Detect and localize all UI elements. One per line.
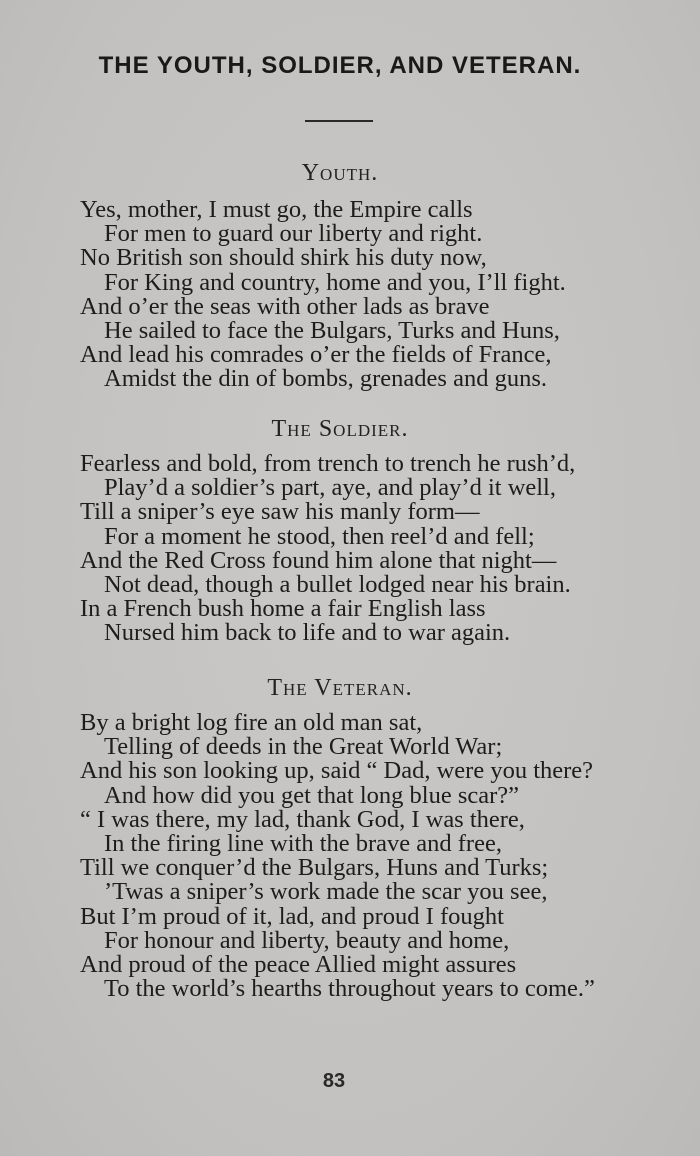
poem-line: And how did you get that long blue scar?” bbox=[104, 781, 520, 809]
poem-line: Play’d a soldier’s part, aye, and play’d it well, bbox=[104, 474, 556, 502]
poem-line: Amidst the din of bombs, grenades and guns. bbox=[104, 365, 547, 393]
poem-line: “ I was there, my lad, thank God, I was there, bbox=[80, 805, 525, 833]
stanza-soldier bbox=[80, 452, 680, 646]
poem-line: And his son looking up, said “ Dad, were you there? bbox=[80, 757, 594, 785]
poem-line: Nursed him back to life and to war again. bbox=[104, 619, 511, 647]
poem-line: And the Red Cross found him alone that night— bbox=[80, 546, 557, 574]
stanza-youth bbox=[80, 198, 680, 392]
section-heading-youth: Youth. bbox=[301, 160, 379, 186]
poem-line: To the world’s hearths throughout years to come.” bbox=[104, 975, 595, 1003]
poem-line: By a bright log fire an old man sat, bbox=[80, 709, 423, 736]
poem-line: For a moment he stood, then reel’d and fell; bbox=[104, 522, 535, 550]
poem-line: No British son should shirk his duty now, bbox=[80, 244, 487, 272]
poem-line: But I’m proud of it, lad, and proud I fought bbox=[80, 902, 504, 930]
poem-line: Yes, mother, I must go, the Empire calls bbox=[80, 196, 473, 223]
poem-line: Till we conquer’d the Bulgars, Huns and Turks; bbox=[80, 854, 549, 882]
page-title: THE YOUTH, SOLDIER, AND VETERAN. bbox=[98, 52, 582, 79]
poem-line: And proud of the peace Allied might assures bbox=[80, 950, 517, 978]
section-heading-veteran: The Veteran. bbox=[267, 675, 413, 701]
poem-line: In a French bush home a fair English lass bbox=[80, 595, 486, 623]
poem-line: Not dead, though a bullet lodged near his brain. bbox=[104, 570, 571, 598]
poem-line: He sailed to face the Bulgars, Turks and Huns, bbox=[104, 316, 560, 344]
poem-line: Telling of deeds in the Great World War; bbox=[104, 733, 503, 761]
poem-line: For King and country, home and you, I’ll fight. bbox=[104, 268, 566, 296]
poem-line: Fearless and bold, from trench to trench he rush’d, bbox=[80, 450, 576, 477]
poem-line: For honour and liberty, beauty and home, bbox=[104, 926, 510, 954]
poem-line: For men to guard our liberty and right. bbox=[104, 220, 483, 248]
poem-line: In the firing line with the brave and free, bbox=[104, 829, 502, 857]
stanza-veteran bbox=[80, 711, 680, 1001]
title-divider bbox=[305, 120, 373, 122]
poem-line: ’Twas a sniper’s work made the scar you see, bbox=[104, 878, 548, 906]
section-heading-soldier: The Soldier. bbox=[271, 416, 409, 442]
poem-line: And lead his comrades o’er the fields of France, bbox=[80, 341, 552, 369]
page-number: 83 bbox=[322, 1070, 346, 1092]
poem-line: And o’er the seas with other lads as brave bbox=[80, 292, 490, 320]
poem-line: Till a sniper’s eye saw his manly form— bbox=[80, 498, 480, 526]
